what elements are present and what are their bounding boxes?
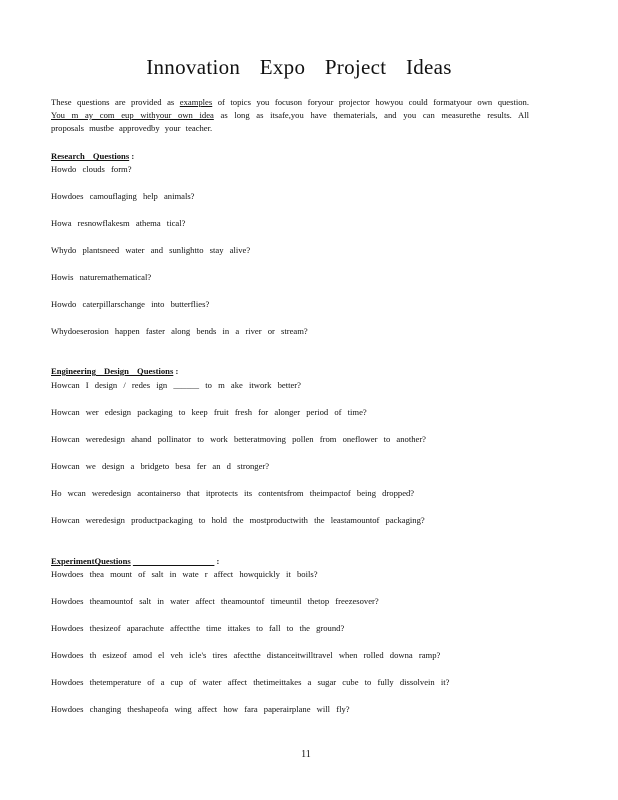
intro-underlined-1: examples [179,97,213,107]
experiment-heading-underline [133,556,214,566]
experiment-heading-label: ExperimentQuestions [51,556,131,566]
experiment-question: Howdoes theamountof salt in water affect theamountof timeuntil thetop freezesover? [51,596,379,606]
engineering-heading [51,366,178,376]
research-question: Whydoeserosion happen faster along bends in a river or stream? [51,326,308,336]
experiment-question: Howdoes changing theshapeofa wing affect how fara paperairplane will fly? [51,704,350,714]
research-question: Howdo clouds form? [51,164,132,174]
engineering-question: Ho wcan weredesign acontainerso that itprotects its contentsfrom theimpactof being dropped? [51,488,415,498]
research-question: Howa resnowflakesm athema tical? [51,218,186,228]
engineering-question: Howcan wer edesign packaging to keep fruit fresh for alonger period of time? [51,407,367,417]
research-question: Howdoes camouflaging help animals? [51,191,195,201]
experiment-question: Howdoes th esizeof amod el veh icle's tires afectthe distanceitwilltravel when rolled downa ramp? [51,650,441,660]
engineering-question: Howcan weredesign productpackaging to hold the mostproductwith the leastamountof packaging? [51,515,425,525]
experiment-heading-colon: : [216,556,220,566]
engineering-heading-colon: : [175,366,179,376]
research-heading-colon: : [131,151,135,161]
intro-underlined-2: You m ay com eup withyour own idea [51,109,214,120]
research-question: Howdo caterpillarschange into butterflies? [51,299,210,309]
experiment-question: Howdoes thea mount of salt in wate r affect howquickly it boils? [51,569,318,579]
intro-text-2: of topics you focuson foryour projector howyou could formatyour own question. [212,97,529,107]
experiment-question: Howdoes thesizeof aparachute affectthe time ittakes to fall to the ground? [51,623,345,633]
experiment-heading [51,556,219,566]
intro-text-3: as long as itsafe,you have thematerials, and you can measurethe results. All proposals mustbe approvedby your teacher. [51,109,530,133]
page-title: Innovation Expo Project Ideas [146,55,452,79]
research-question: Whydo plantsneed water and sunlightto stay alive? [51,245,251,255]
intro-text-1: These questions are provided as [51,97,180,107]
engineering-question: Howcan weredesign ahand pollinator to work betteratmoving pollen from oneflower to another? [51,434,426,444]
research-heading-label: Research Questions [51,151,130,161]
research-question: Howis naturemathematical? [51,272,152,282]
research-heading [51,151,134,161]
page-number: 11 [301,749,311,760]
engineering-question: Howcan I design / redes ign ______ to m ake itwork better? [51,380,301,390]
engineering-question: Howcan we design a bridgeto besa fer an d stronger? [51,461,270,471]
engineering-heading-label: Engineering Design Questions [51,366,174,376]
intro-paragraph [51,96,529,134]
experiment-question: Howdoes thetemperature of a cup of water affect thetimeittakes a sugar cube to fully dissolvein it? [51,677,450,687]
